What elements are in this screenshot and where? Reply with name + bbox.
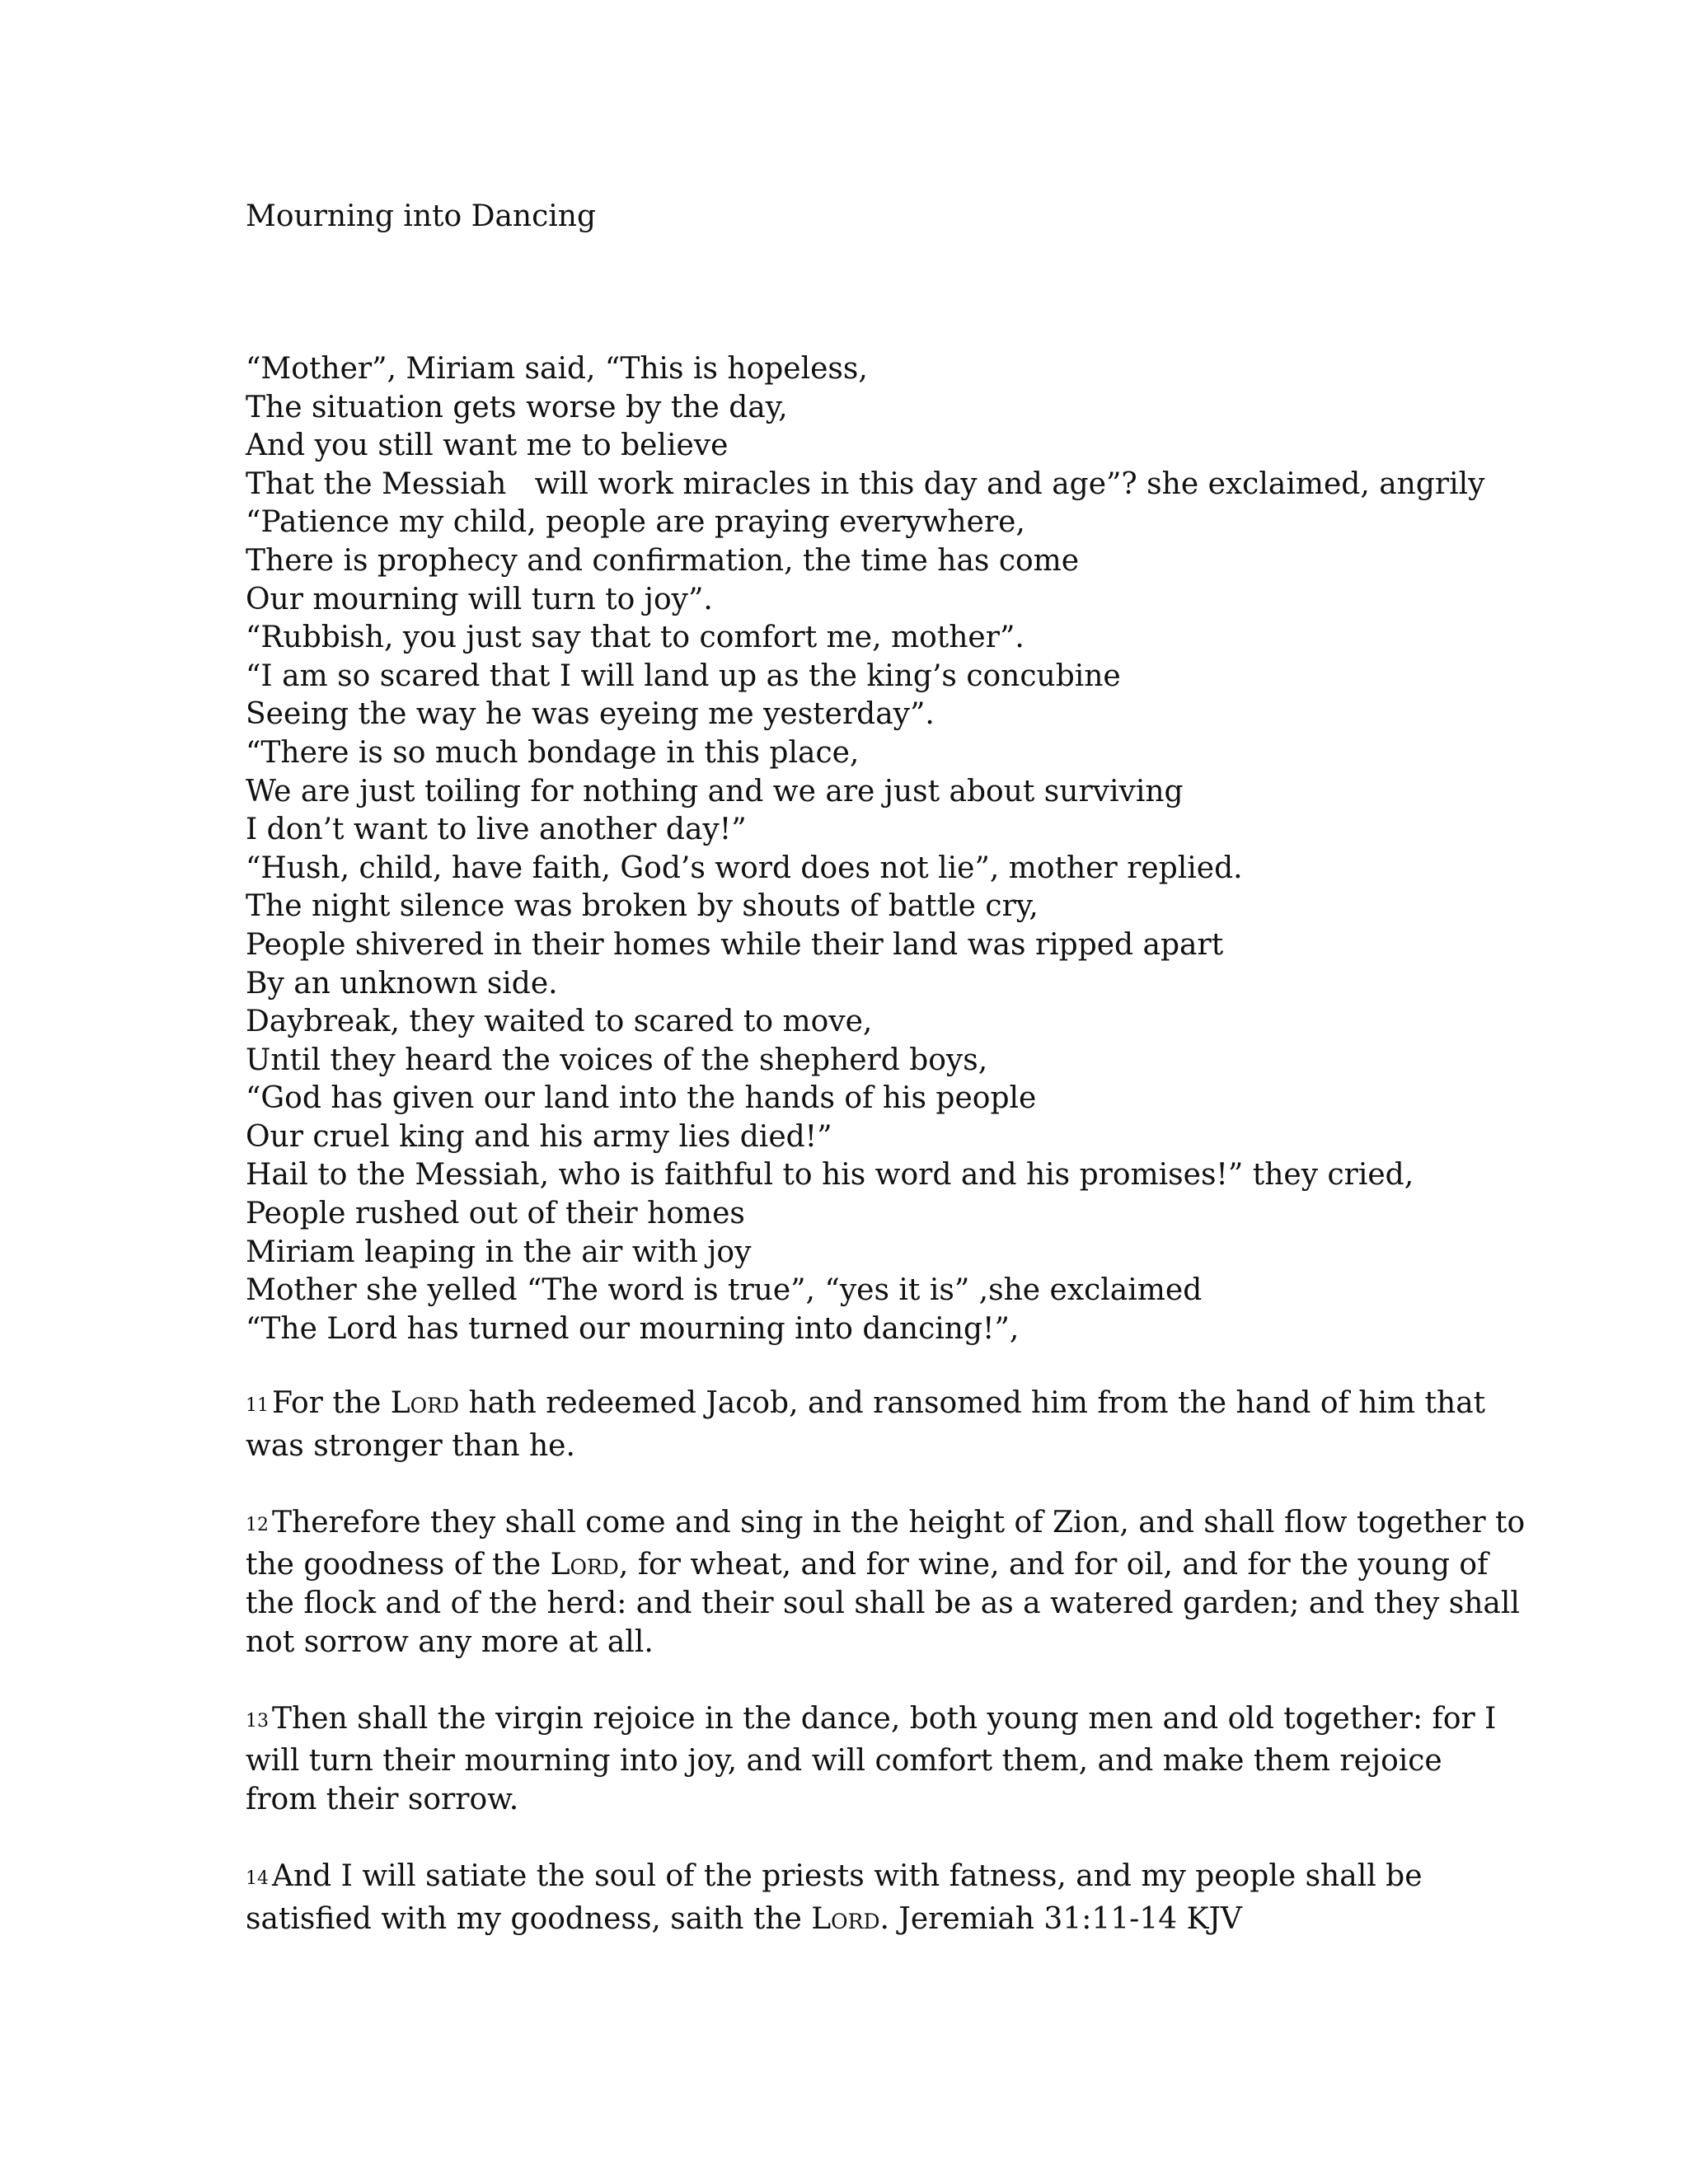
poem-line: “Hush, child, have faith, God’s word does not lie”, mother replied. [246,851,1243,885]
poem-line: By an unknown side. [246,966,558,1001]
verse-text: Then shall the virgin rejoice in the dance, both young men and old together: for I [272,1701,1497,1736]
poem-line: That the Messiah will work miracles in this day and age”? she exclaimed, angrily [246,466,1485,501]
divine-name: Lord [550,1548,619,1582]
poem-line: People shivered in their homes while their land was ripped apart [246,927,1224,962]
poem-line: Our mourning will turn to joy”. [246,582,713,616]
verse-line: the goodness of the Lord, for wheat, and for wine, and for oil, and for the young of [246,1548,1489,1582]
poem-body [246,350,1484,1348]
poem-line: The situation gets worse by the day, [246,390,788,424]
divine-name: Lord [390,1386,460,1420]
poem-line: People rushed out of their homes [246,1197,745,1231]
verse-14 [246,1858,1465,1938]
verse-line [246,1700,1497,1743]
poem-line: “There is so much bondage in this place, [246,735,860,770]
verse-line: the flock and of the herd: and their soul shall be as a watered garden; and they shall [246,1586,1520,1620]
verse-line [246,1385,1486,1427]
poem-line: There is prophecy and confirmation, the time has come [246,543,1080,578]
document-title: Mourning into Dancing [246,199,597,233]
verse-text: And I will satiate the soul of the priests with fatness, and my people shall be [272,1859,1423,1894]
poem-line: Seeing the way he was eyeing me yesterday”. [246,697,935,732]
poem-line: Hail to the Messiah, who is faithful to his word and his promises!” they cried, [246,1158,1414,1193]
verse-text: Therefore they shall come and sing in the height of Zion, and shall flow together to [272,1505,1526,1540]
poem-line: Until they heard the voices of the shepherd boys, [246,1043,988,1077]
verse-line: satisfied with my goodness, saith the Lord. Jeremiah 31:11-14 KJV [246,1901,1242,1936]
verse-number: 12 [246,1514,269,1535]
poem-line: The night silence was broken by shouts of battle cry, [246,889,1039,924]
poem-line: And you still want me to believe [246,429,729,463]
poem-line: “Patience my child, people are praying everywhere, [246,505,1025,540]
verse-text: For the Lord hath redeemed Jacob, and ransomed him from the hand of him that [272,1386,1486,1420]
poem-line: “Rubbish, you just say that to comfort me, mother”. [246,621,1025,655]
poem-line: “The Lord has turned our mourning into dancing!”, [246,1311,1020,1346]
poem-line: Our cruel king and his army lies died!” [246,1119,832,1154]
poem-line: “Mother”, Miriam said, “This is hopeless, [246,352,868,386]
verse-13 [246,1700,1497,1820]
verse-12 [246,1504,1526,1661]
poem-line: “I am so scared that I will land up as the king’s concubine [246,658,1121,693]
poem-line: We are just toiling for nothing and we are just about surviving [246,774,1184,808]
verse-line: was stronger than he. [246,1428,575,1463]
divine-name: Lord [811,1901,880,1936]
verse-number: 13 [246,1710,269,1732]
poem-line: Daybreak, they waited to scared to move, [246,1005,873,1039]
poem-line: “God has given our land into the hands of his people [246,1081,1037,1116]
verse-line: will turn their mourning into joy, and will comfort them, and make them rejoice [246,1744,1442,1779]
verse-line [246,1504,1526,1547]
verse-line: not sorrow any more at all. [246,1624,654,1659]
verse-line: from their sorrow. [246,1782,519,1816]
poem-line: I don’t want to live another day!” [246,813,747,847]
scripture-passage [246,1385,1526,1977]
verse-number: 14 [246,1868,269,1890]
verse-number: 11 [246,1395,269,1416]
poem-line: Mother she yelled “The word is true”, “yes it is” ,she exclaimed [246,1273,1203,1308]
verse-line [246,1858,1465,1900]
poem-line: Miriam leaping in the air with joy [246,1235,752,1269]
verse-11 [246,1385,1486,1465]
